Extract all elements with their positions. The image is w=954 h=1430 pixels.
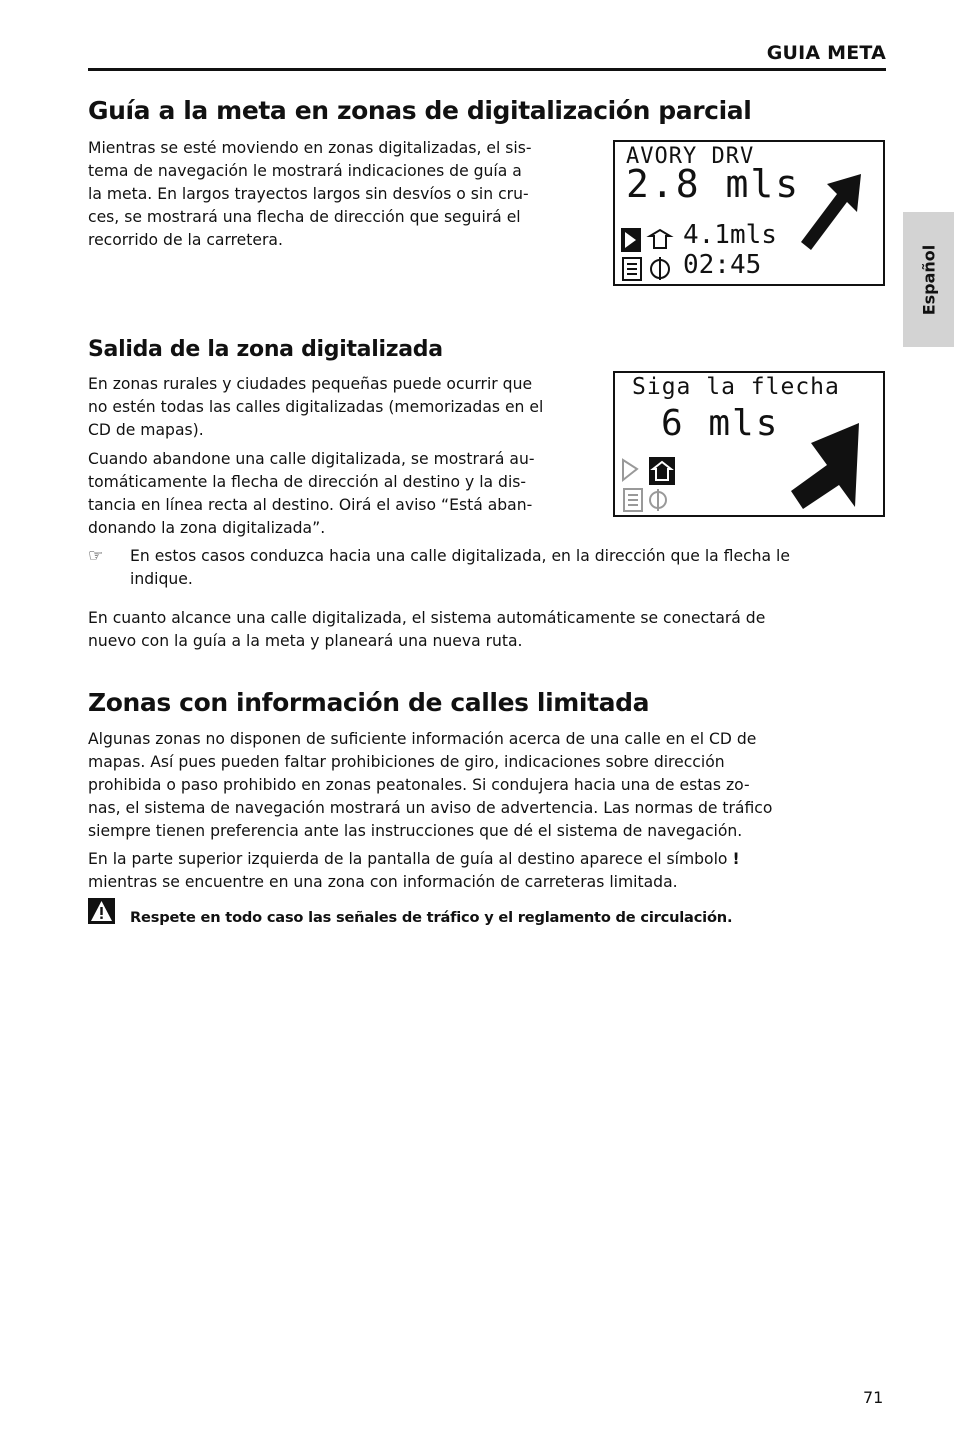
text-line: tema de navegación le mostrará indicaciones de guía a: [88, 162, 522, 180]
text-line: En zonas rurales y ciudades pequeñas puede ocurrir que: [88, 375, 533, 393]
route-status-icons: [621, 455, 681, 513]
warning-triangle-icon: [88, 898, 115, 924]
text-line: CD de mapas).: [88, 421, 204, 439]
display-distance: 2.8 mls: [626, 162, 801, 206]
section-title-leaving-zone: Salida de la zona digitalizada: [88, 337, 443, 362]
text-line: prohibida o paso prohibido en zonas peatonales. Si condujera hacia una de estas zo-: [88, 776, 750, 794]
page-number: 71: [863, 1388, 884, 1407]
section-title-partial-digitization: Guía a la meta en zonas de digitalización parcial: [88, 96, 752, 125]
language-tab-label: Español: [919, 244, 938, 315]
paragraph-warning-symbol: [88, 848, 888, 894]
language-tab: [903, 212, 954, 347]
section-label: GUIA META: [766, 42, 886, 64]
text-line: mientras se encuentre en una zona con información de carreteras limitada.: [88, 873, 678, 891]
text-line: indique.: [130, 570, 193, 588]
paragraph-limited-info: [88, 728, 888, 843]
display-next-distance: 4.1mls: [683, 220, 777, 250]
paragraph-leaving-street: [88, 448, 608, 540]
text-line: En estos casos conduzca hacia una calle digitalizada, en la dirección que la flecha le: [130, 547, 790, 565]
paragraph-rural-zones: [88, 373, 608, 442]
text-line: siempre tienen preferencia ante las instrucciones que dé el sistema de navegación.: [88, 822, 743, 840]
text-line: nas, el sistema de navegación mostrará un aviso de advertencia. Las normas de tráfico: [88, 799, 773, 817]
paragraph-partial-digitization: [88, 137, 588, 252]
text-line: donando la zona digitalizada”.: [88, 519, 326, 537]
pointing-hand-icon: ☞: [88, 546, 104, 566]
text-line: no estén todas las calles digitalizadas (memorizadas en el: [88, 398, 544, 416]
text-line: tancia en línea recta al destino. Oirá el aviso “Está aban-: [88, 496, 533, 514]
text-line: mapas. Así pues pueden faltar prohibiciones de giro, indicaciones sobre dirección: [88, 753, 725, 771]
limited-info-symbol: !: [732, 850, 740, 868]
text-line: Cuando abandone una calle digitalizada, se mostrará au-: [88, 450, 535, 468]
direction-arrow-icon: [799, 172, 865, 252]
navigation-display-guidance: [613, 140, 885, 286]
text-line: tomáticamente la flecha de dirección al destino y la dis-: [88, 473, 527, 491]
section-title-limited-info: Zonas con información de calles limitada: [88, 688, 650, 717]
route-status-icons: [620, 224, 680, 282]
text-line: ces, se mostrará una flecha de dirección que seguirá el: [88, 208, 521, 226]
direction-arrow-icon: [789, 421, 861, 511]
text-line: nuevo con la guía a la meta y planeará una nueva ruta.: [88, 632, 523, 650]
navigation-display-follow-arrow: [613, 371, 885, 517]
display-message: Siga la flecha: [632, 374, 840, 400]
display-straight-distance: 6 mls: [661, 403, 780, 444]
paragraph-reconnect: [88, 607, 888, 653]
display-time: 02:45: [683, 250, 762, 280]
warning-text: Respete en todo caso las señales de tráfico y el reglamento de circulación.: [130, 909, 733, 926]
note-text: [130, 545, 890, 591]
page-header: [88, 40, 886, 71]
text-line: En cuanto alcance una calle digitalizada, el sistema automáticamente se conectará de: [88, 609, 766, 627]
text-line: recorrido de la carretera.: [88, 231, 283, 249]
text-line: Mientras se esté moviendo en zonas digitalizadas, el sis-: [88, 139, 532, 157]
text-line: Algunas zonas no disponen de suficiente información acerca de una calle en el CD de: [88, 730, 757, 748]
text-line: la meta. En largos trayectos largos sin desvíos o sin cru-: [88, 185, 529, 203]
display-street-name: AVORY DRV: [626, 144, 755, 169]
text-line: En la parte superior izquierda de la pantalla de guía al destino aparece el símbolo: [88, 850, 728, 868]
